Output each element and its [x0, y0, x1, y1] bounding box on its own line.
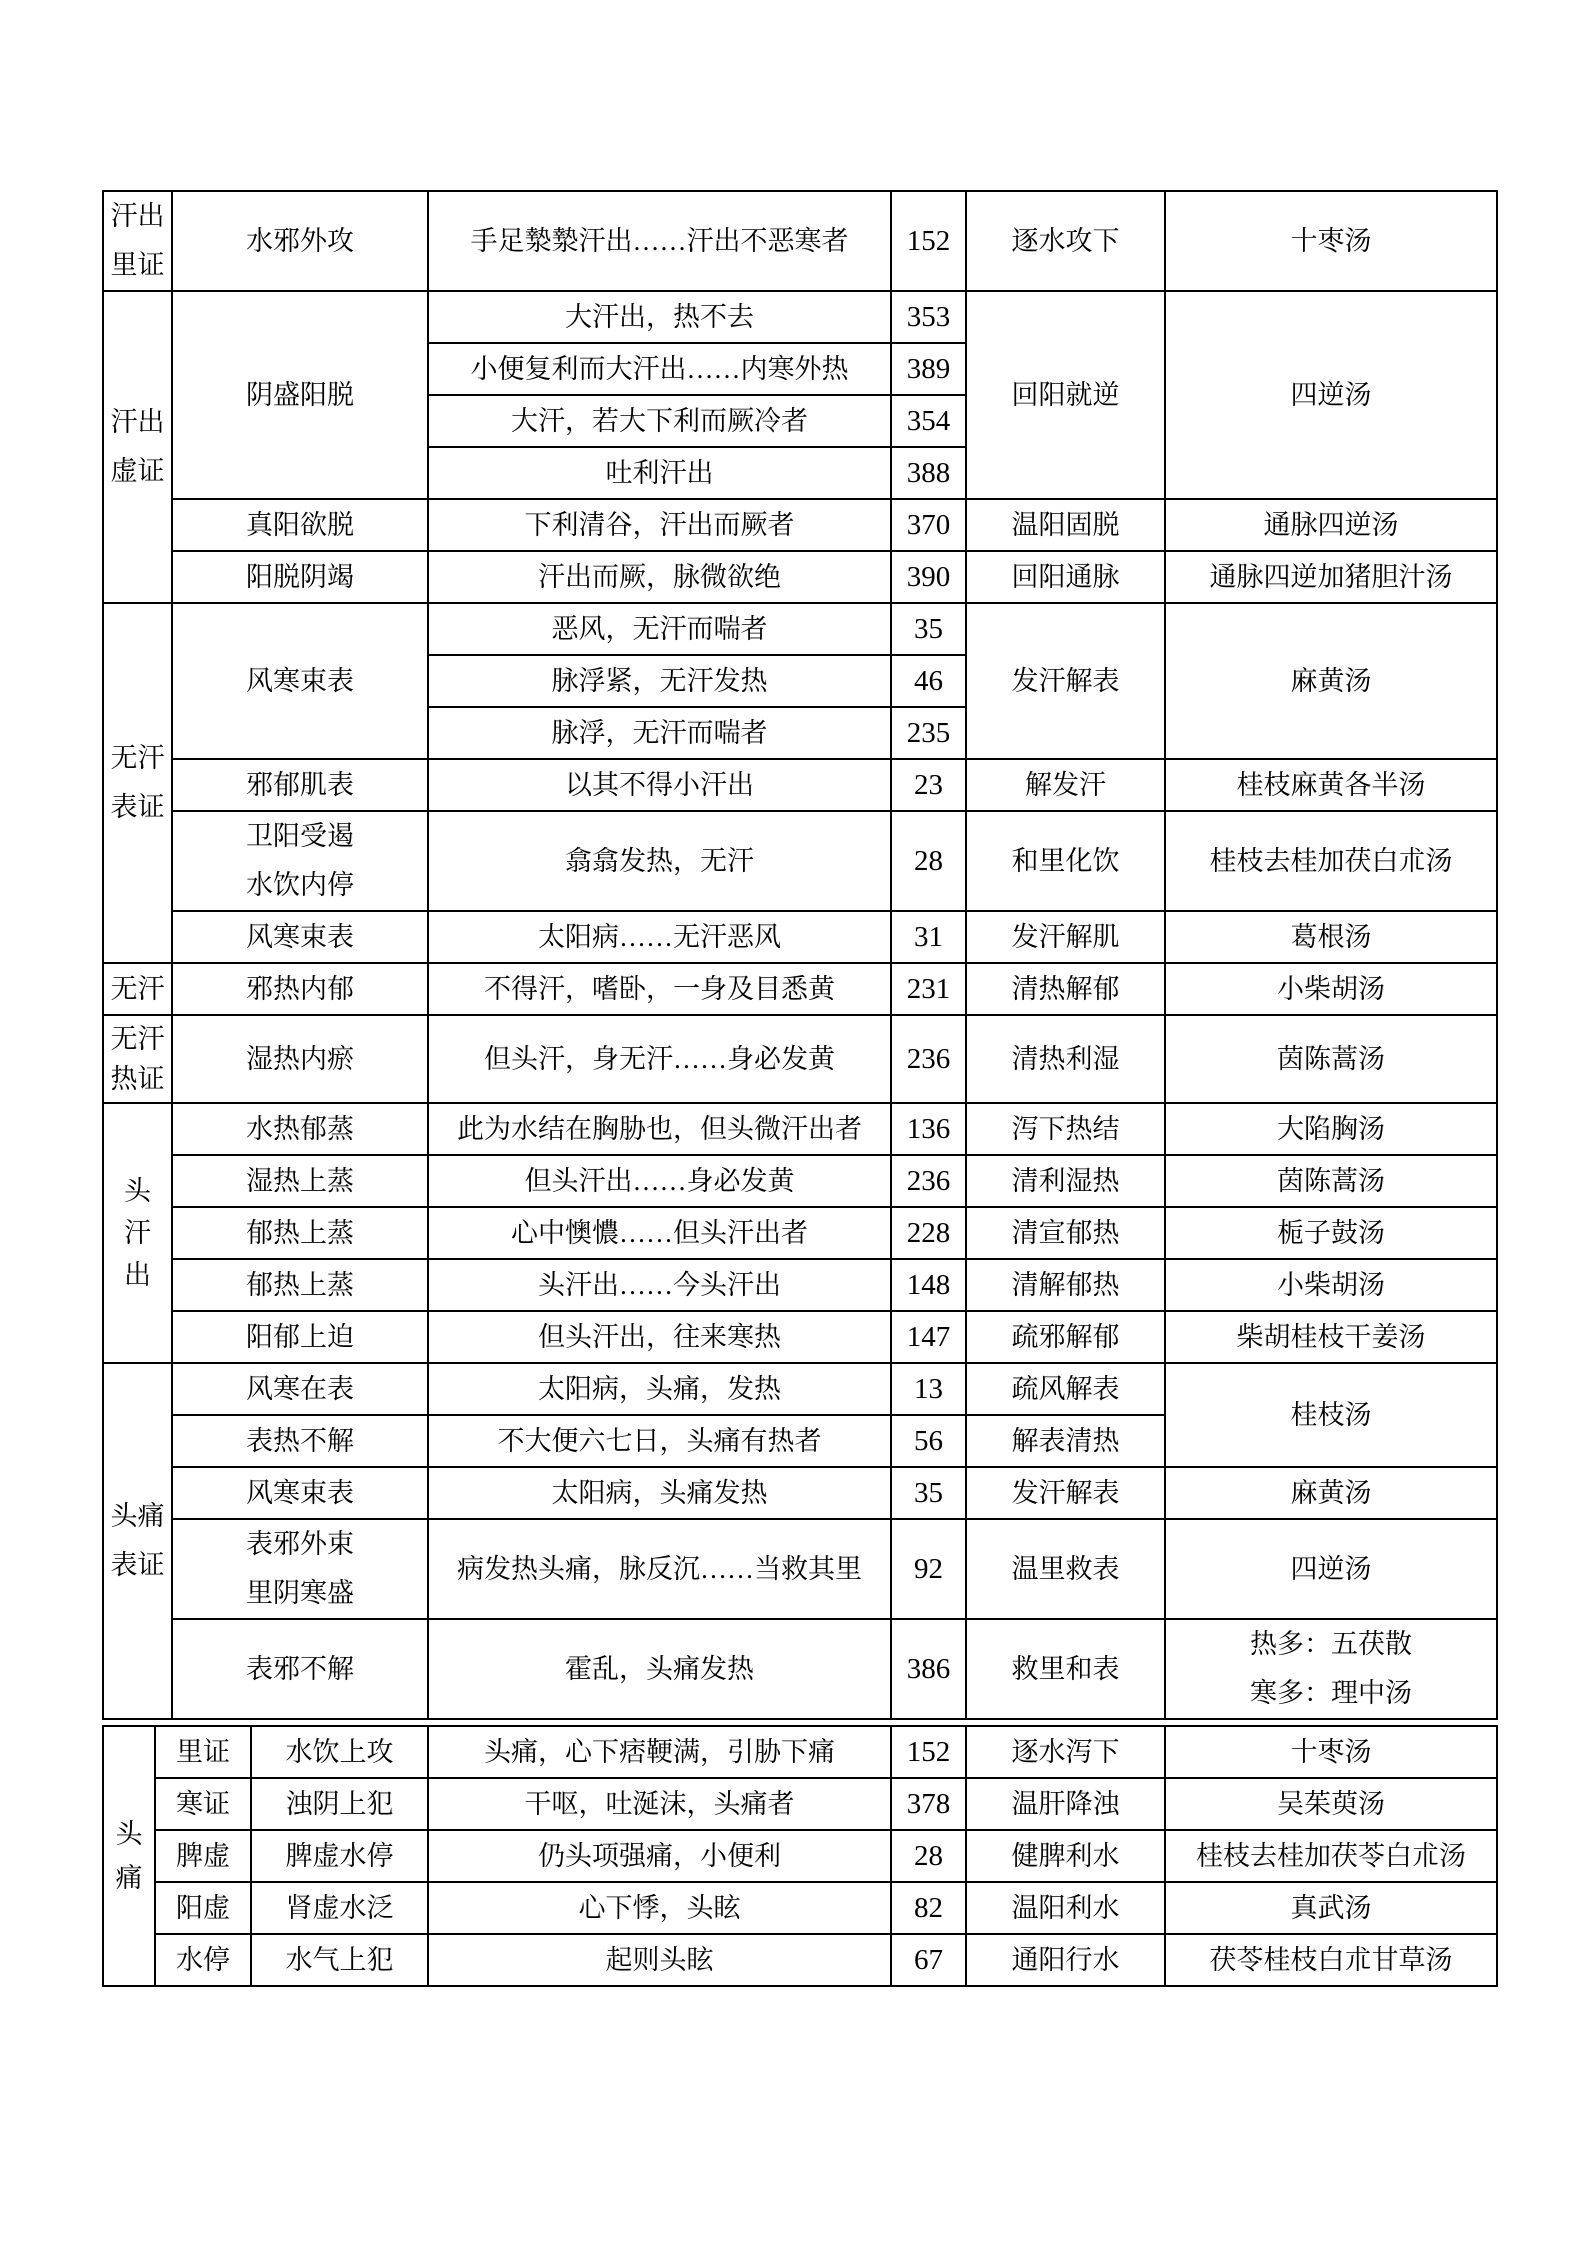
clause-number: 388	[891, 447, 966, 499]
clause-number: 31	[891, 911, 966, 963]
clause-number: 23	[891, 759, 966, 811]
clause-cell: 手足漐漐汗出……汗出不恶寒者	[428, 191, 891, 291]
pathogenesis-cell: 表热不解	[172, 1415, 428, 1467]
treatment-cell: 清解郁热	[966, 1259, 1165, 1311]
formula-cell: 葛根汤	[1165, 911, 1497, 963]
formula-cell: 热多：五茯散 寒多：理中汤	[1165, 1619, 1497, 1719]
treatment-cell: 温肝降浊	[966, 1778, 1165, 1830]
formula-cell: 桂枝去桂加茯白朮汤	[1165, 811, 1497, 911]
syndrome-type-cell: 水停	[155, 1934, 251, 1986]
table-row	[103, 499, 1497, 551]
clause-cell: 汗出而厥，脉微欲绝	[428, 551, 891, 603]
pathogenesis-cell: 邪郁肌表	[172, 759, 428, 811]
formula-cell: 十枣汤	[1165, 191, 1497, 291]
clause-cell: 下利清谷，汗出而厥者	[428, 499, 891, 551]
treatment-cell: 清利湿热	[966, 1155, 1165, 1207]
clause-number: 236	[891, 1015, 966, 1103]
syndrome-type-cell: 寒证	[155, 1778, 251, 1830]
treatment-cell: 发汗解肌	[966, 911, 1165, 963]
category-label: 无汗	[103, 963, 172, 1015]
clause-number: 67	[891, 1934, 966, 1986]
syndrome-type-cell: 阳虚	[155, 1882, 251, 1934]
treatment-cell: 清宣郁热	[966, 1207, 1165, 1259]
clause-cell: 头汗出……今头汗出	[428, 1259, 891, 1311]
clause-number: 236	[891, 1155, 966, 1207]
formula-cell: 柴胡桂枝干姜汤	[1165, 1311, 1497, 1363]
formula-cell: 大陷胸汤	[1165, 1103, 1497, 1155]
formula-cell: 茵陈蒿汤	[1165, 1015, 1497, 1103]
clause-number: 354	[891, 395, 966, 447]
syndrome-type-cell: 里证	[155, 1726, 251, 1778]
clause-cell: 翕翕发热，无汗	[428, 811, 891, 911]
table-row	[103, 603, 1497, 655]
pathogenesis-cell: 湿热上蒸	[172, 1155, 428, 1207]
pathogenesis-cell: 风寒束表	[172, 911, 428, 963]
pathogenesis-cell: 水饮上攻	[251, 1726, 428, 1778]
category-label: 头 痛	[103, 1726, 155, 1986]
pathogenesis-cell: 风寒在表	[172, 1363, 428, 1415]
pathogenesis-cell: 阴盛阳脱	[172, 291, 428, 499]
clause-cell: 不得汗，嗜卧，一身及目悉黄	[428, 963, 891, 1015]
clause-cell: 太阳病……无汗恶风	[428, 911, 891, 963]
table-row	[103, 1619, 1497, 1719]
treatment-cell: 健脾利水	[966, 1830, 1165, 1882]
table-row	[103, 1519, 1497, 1619]
syndrome-table-sweating-headache	[102, 190, 1498, 1720]
treatment-cell: 逐水攻下	[966, 191, 1165, 291]
treatment-cell: 温阳固脱	[966, 499, 1165, 551]
clause-number: 390	[891, 551, 966, 603]
clause-number: 231	[891, 963, 966, 1015]
pathogenesis-cell: 表邪外束 里阴寒盛	[172, 1519, 428, 1619]
clause-number: 92	[891, 1519, 966, 1619]
clause-cell: 此为水结在胸胁也，但头微汗出者	[428, 1103, 891, 1155]
treatment-cell: 发汗解表	[966, 603, 1165, 759]
table-row	[103, 1207, 1497, 1259]
formula-cell: 四逆汤	[1165, 291, 1497, 499]
clause-cell: 大汗出，热不去	[428, 291, 891, 343]
formula-cell: 栀子鼓汤	[1165, 1207, 1497, 1259]
pathogenesis-cell: 邪热内郁	[172, 963, 428, 1015]
treatment-cell: 疏风解表	[966, 1363, 1165, 1415]
table-row	[103, 1015, 1497, 1103]
category-label: 汗出 里证	[103, 191, 172, 291]
clause-cell: 仍头项强痛，小便利	[428, 1830, 891, 1882]
clause-cell: 起则头眩	[428, 1934, 891, 1986]
clause-cell: 霍乱，头痛发热	[428, 1619, 891, 1719]
clause-cell: 脉浮，无汗而喘者	[428, 707, 891, 759]
clause-number: 35	[891, 603, 966, 655]
table-row	[103, 759, 1497, 811]
treatment-cell: 温里救表	[966, 1519, 1165, 1619]
formula-cell: 茯苓桂枝白朮甘草汤	[1165, 1934, 1497, 1986]
clause-cell: 恶风，无汗而喘者	[428, 603, 891, 655]
clause-number: 152	[891, 1726, 966, 1778]
formula-cell: 小柴胡汤	[1165, 1259, 1497, 1311]
clause-number: 56	[891, 1415, 966, 1467]
clause-number: 28	[891, 811, 966, 911]
treatment-cell: 通阳行水	[966, 1934, 1165, 1986]
table-row	[103, 1830, 1497, 1882]
pathogenesis-cell: 阳郁上迫	[172, 1311, 428, 1363]
pathogenesis-cell: 水邪外攻	[172, 191, 428, 291]
clause-number: 152	[891, 191, 966, 291]
treatment-cell: 解表清热	[966, 1415, 1165, 1467]
formula-cell: 麻黄汤	[1165, 603, 1497, 759]
treatment-cell: 回阳就逆	[966, 291, 1165, 499]
treatment-cell: 救里和表	[966, 1619, 1165, 1719]
clause-cell: 吐利汗出	[428, 447, 891, 499]
formula-cell: 通脉四逆加猪胆汁汤	[1165, 551, 1497, 603]
clause-number: 147	[891, 1311, 966, 1363]
formula-cell: 吴茱萸汤	[1165, 1778, 1497, 1830]
treatment-cell: 疏邪解郁	[966, 1311, 1165, 1363]
clause-cell: 但头汗出，往来寒热	[428, 1311, 891, 1363]
pathogenesis-cell: 湿热内瘀	[172, 1015, 428, 1103]
table-row	[103, 291, 1497, 343]
pathogenesis-cell: 浊阴上犯	[251, 1778, 428, 1830]
table-row	[103, 963, 1497, 1015]
clause-cell: 太阳病，头痛发热	[428, 1467, 891, 1519]
pathogenesis-cell: 风寒束表	[172, 603, 428, 759]
formula-cell: 桂枝去桂加茯苓白朮汤	[1165, 1830, 1497, 1882]
table-row	[103, 1467, 1497, 1519]
pathogenesis-cell: 郁热上蒸	[172, 1259, 428, 1311]
category-label: 汗出 虚证	[103, 291, 172, 603]
table-row	[103, 1155, 1497, 1207]
clause-cell: 太阳病，头痛，发热	[428, 1363, 891, 1415]
clause-number: 228	[891, 1207, 966, 1259]
clause-number: 46	[891, 655, 966, 707]
table-row	[103, 551, 1497, 603]
clause-number: 353	[891, 291, 966, 343]
treatment-cell: 逐水泻下	[966, 1726, 1165, 1778]
clause-cell: 但头汗，身无汗……身必发黄	[428, 1015, 891, 1103]
clause-cell: 不大便六七日，头痛有热者	[428, 1415, 891, 1467]
clause-number: 389	[891, 343, 966, 395]
clause-number: 148	[891, 1259, 966, 1311]
formula-cell: 十枣汤	[1165, 1726, 1497, 1778]
clause-cell: 头痛，心下痞鞕满，引胁下痛	[428, 1726, 891, 1778]
table-row	[103, 1311, 1497, 1363]
clause-cell: 病发热头痛，脉反沉……当救其里	[428, 1519, 891, 1619]
table-row	[103, 1882, 1497, 1934]
clause-number: 13	[891, 1363, 966, 1415]
clause-number: 35	[891, 1467, 966, 1519]
table-row	[103, 1363, 1497, 1415]
treatment-cell: 解发汗	[966, 759, 1165, 811]
treatment-cell: 温阳利水	[966, 1882, 1165, 1934]
headache-interior-table	[102, 1725, 1498, 1987]
pathogenesis-cell: 肾虚水泛	[251, 1882, 428, 1934]
treatment-cell: 泻下热结	[966, 1103, 1165, 1155]
clause-number: 386	[891, 1619, 966, 1719]
table-row	[103, 1934, 1497, 1986]
pathogenesis-cell: 卫阳受遏 水饮内停	[172, 811, 428, 911]
clause-cell: 干呕，吐涎沫，头痛者	[428, 1778, 891, 1830]
category-label: 头痛 表证	[103, 1363, 172, 1719]
category-label: 头 汗 出	[103, 1103, 172, 1363]
table-row	[103, 1778, 1497, 1830]
pathogenesis-cell: 风寒束表	[172, 1467, 428, 1519]
formula-cell: 小柴胡汤	[1165, 963, 1497, 1015]
treatment-cell: 清热利湿	[966, 1015, 1165, 1103]
formula-cell: 桂枝汤	[1165, 1363, 1497, 1467]
clause-cell: 心中懊憹……但头汗出者	[428, 1207, 891, 1259]
formula-cell: 通脉四逆汤	[1165, 499, 1497, 551]
pathogenesis-cell: 真阳欲脱	[172, 499, 428, 551]
clause-number: 378	[891, 1778, 966, 1830]
formula-cell: 茵陈蒿汤	[1165, 1155, 1497, 1207]
table-row	[103, 911, 1497, 963]
clause-number: 28	[891, 1830, 966, 1882]
clause-number: 370	[891, 499, 966, 551]
formula-cell: 麻黄汤	[1165, 1467, 1497, 1519]
table-row	[103, 1726, 1497, 1778]
table-row	[103, 191, 1497, 291]
clause-cell: 以其不得小汗出	[428, 759, 891, 811]
clause-cell: 心下悸，头眩	[428, 1882, 891, 1934]
pathogenesis-cell: 水气上犯	[251, 1934, 428, 1986]
treatment-cell: 回阳通脉	[966, 551, 1165, 603]
table-row	[103, 1103, 1497, 1155]
treatment-cell: 发汗解表	[966, 1467, 1165, 1519]
clause-number: 136	[891, 1103, 966, 1155]
pathogenesis-cell: 水热郁蒸	[172, 1103, 428, 1155]
formula-cell: 桂枝麻黄各半汤	[1165, 759, 1497, 811]
treatment-cell: 和里化饮	[966, 811, 1165, 911]
clause-cell: 大汗，若大下利而厥冷者	[428, 395, 891, 447]
pathogenesis-cell: 郁热上蒸	[172, 1207, 428, 1259]
clause-cell: 脉浮紧，无汗发热	[428, 655, 891, 707]
formula-cell: 真武汤	[1165, 1882, 1497, 1934]
category-label: 无汗 热证	[103, 1015, 172, 1103]
pathogenesis-cell: 表邪不解	[172, 1619, 428, 1719]
treatment-cell: 清热解郁	[966, 963, 1165, 1015]
pathogenesis-cell: 阳脱阴竭	[172, 551, 428, 603]
clause-number: 82	[891, 1882, 966, 1934]
clause-cell: 但头汗出……身必发黄	[428, 1155, 891, 1207]
table-row	[103, 811, 1497, 911]
clause-cell: 小便复利而大汗出……内寒外热	[428, 343, 891, 395]
category-label: 无汗 表证	[103, 603, 172, 963]
clause-number: 235	[891, 707, 966, 759]
syndrome-type-cell: 脾虚	[155, 1830, 251, 1882]
table-row	[103, 1259, 1497, 1311]
formula-cell: 四逆汤	[1165, 1519, 1497, 1619]
pathogenesis-cell: 脾虚水停	[251, 1830, 428, 1882]
